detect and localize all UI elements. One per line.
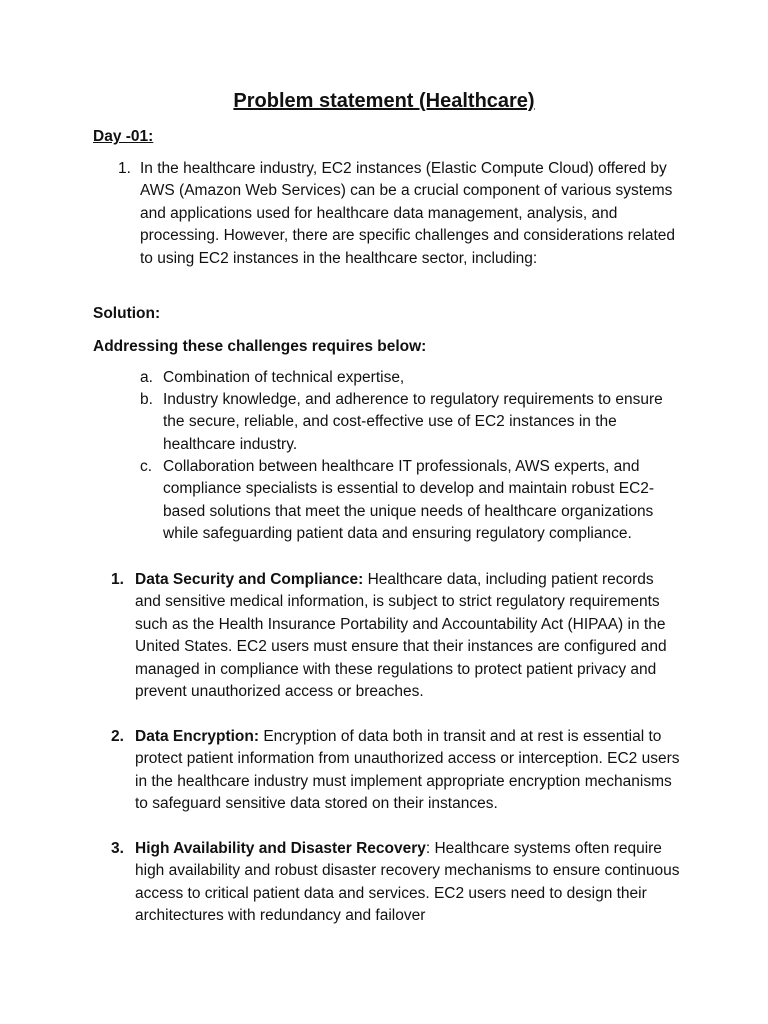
challenge-text-1: Healthcare data, including patient records and sensitive medical information, is subject to strict regulatory requirements such as the Health Insurance Portability and Accountability Act (HIPAA) in the United States. EC2 users must ensure that their instances are configured and managed in compliance with these regulations to protect patient privacy and prevent unauthorized access or breaches.: [135, 571, 667, 701]
page-title: Problem statement (Healthcare): [233, 90, 535, 112]
challenge-marker-1: 1.: [111, 571, 124, 588]
requirement-item-c: Collaboration between healthcare IT professionals, AWS experts, and compliance specialists is essential to develop and maintain robust EC2-based solutions that meet the unique needs of healthcare organizations while safeguarding patient data and ensuring regulatory compliance.: [163, 458, 655, 543]
challenge-marker-2: 2.: [111, 728, 124, 745]
challenge-heading-3: High Availability and Disaster Recovery: [135, 840, 426, 857]
solution-label: Solution:: [93, 305, 161, 322]
challenge-heading-1: Data Security and Compliance:: [135, 571, 364, 588]
requirement-item-b: Industry knowledge, and adherence to regulatory requirements to ensure the secure, reliable, and cost-effective use of EC2 instances in the healthcare industry.: [163, 391, 663, 453]
challenge-heading-2: Data Encryption:: [135, 728, 260, 745]
challenge-item-2: [135, 726, 680, 816]
day-label: Day -01:: [93, 128, 154, 145]
challenge-text-2: Encryption of data both in transit and at rest is essential to protect patient information from unauthorized access or interception. EC2 users in the healthcare industry must implement appropriate encryption mechanisms to safeguard sensitive data stored on their instances.: [135, 728, 680, 813]
challenge-text-3: : Healthcare systems often require high availability and robust disaster recovery mechanisms to ensure continuous access to critical patient data and services. EC2 users need to design their architectures with redundancy and failover: [135, 840, 680, 925]
intro-marker: 1.: [118, 160, 131, 177]
intro-paragraph: In the healthcare industry, EC2 instances (Elastic Compute Cloud) offered by AWS (Amazon Web Services) can be a crucial component of various systems and applications used for healthcare data management, analysis, and processing. However, there are specific challenges and considerations related to using EC2 instances in the healthcare sector, including:: [140, 160, 676, 267]
requirement-marker-b: b.: [140, 391, 153, 408]
challenge-marker-3: 3.: [111, 840, 124, 857]
requirement-marker-c: c.: [140, 458, 153, 475]
requirement-marker-a: a.: [140, 369, 153, 386]
challenge-item-3: [135, 838, 680, 928]
addressing-label: Addressing these challenges requires below:: [93, 338, 427, 355]
challenge-item-1: [135, 569, 680, 703]
requirement-item-a: Combination of technical expertise,: [163, 369, 405, 386]
